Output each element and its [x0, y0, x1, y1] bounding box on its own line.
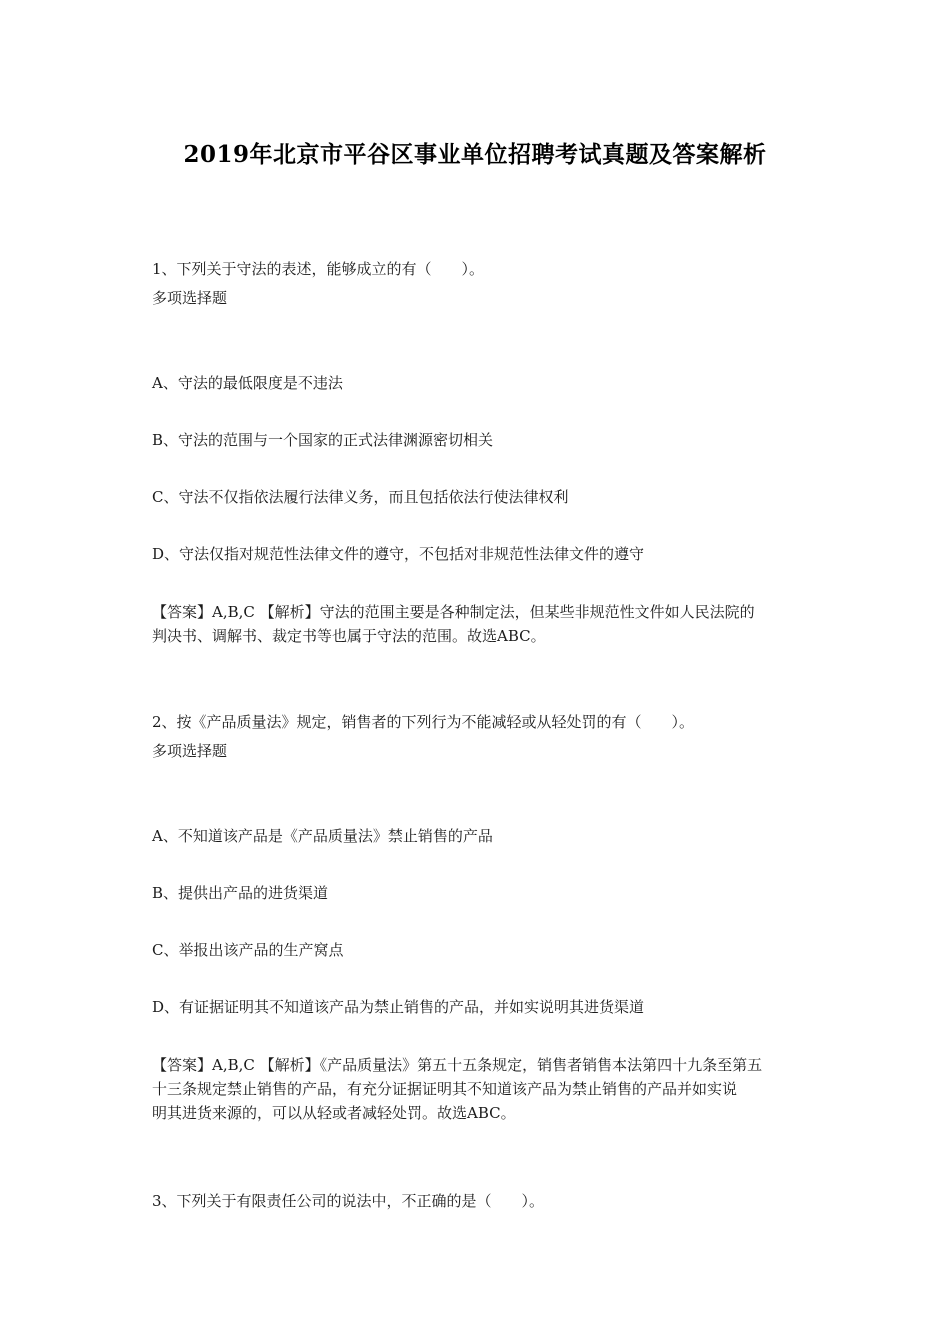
question-2-option-d: D、有证据证明其不知道该产品为禁止销售的产品，并如实说明其进货渠道 [152, 998, 645, 1016]
question-1-option-d: D、守法仅指对规范性法律文件的遵守，不包括对非规范性法律文件的遵守 [152, 545, 645, 563]
question-2-option-a: A、不知道该产品是《产品质量法》禁止销售的产品 [152, 827, 493, 845]
question-1-option-c: C、守法不仅指依法履行法律义务，而且包括依法行使法律权利 [152, 488, 569, 506]
question-1-option-a: A、守法的最低限度是不违法 [152, 374, 343, 392]
question-2-option-b: B、提供出产品的进货渠道 [152, 884, 329, 902]
question-1-answer [152, 600, 804, 648]
question-2-type: 多项选择题 [152, 742, 228, 760]
answer-line: 【答案】A,B,C 【解析】《产品质量法》第五十五条规定，销售者销售本法第四十九条至第五 [152, 1056, 763, 1074]
question-1-type: 多项选择题 [152, 289, 228, 307]
question-2-option-c: C、举报出该产品的生产窝点 [152, 941, 344, 959]
question-2-answer [152, 1053, 804, 1125]
answer-line: 明其进货来源的，可以从轻或者减轻处罚。故选ABC。 [152, 1104, 516, 1122]
question-2-stem: 2、按《产品质量法》规定，销售者的下列行为不能减轻或从轻处罚的有（ ）。 [152, 713, 695, 731]
question-1-stem: 1、下列关于守法的表述，能够成立的有（ ）。 [152, 260, 485, 278]
document-title: 2019年北京市平谷区事业单位招聘考试真题及答案解析 [183, 141, 767, 168]
answer-line: 十三条规定禁止销售的产品，有充分证据证明其不知道该产品为禁止销售的产品并如实说 [152, 1080, 738, 1098]
answer-line: 判决书、调解书、裁定书等也属于守法的范围。故选ABC。 [152, 627, 546, 645]
question-3-stem: 3、下列关于有限责任公司的说法中，不正确的是（ ）。 [152, 1192, 545, 1210]
question-1-option-b: B、守法的范围与一个国家的正式法律渊源密切相关 [152, 431, 494, 449]
answer-line: 【答案】A,B,C 【解析】守法的范围主要是各种制定法，但某些非规范性文件如人民法院的 [152, 603, 755, 621]
